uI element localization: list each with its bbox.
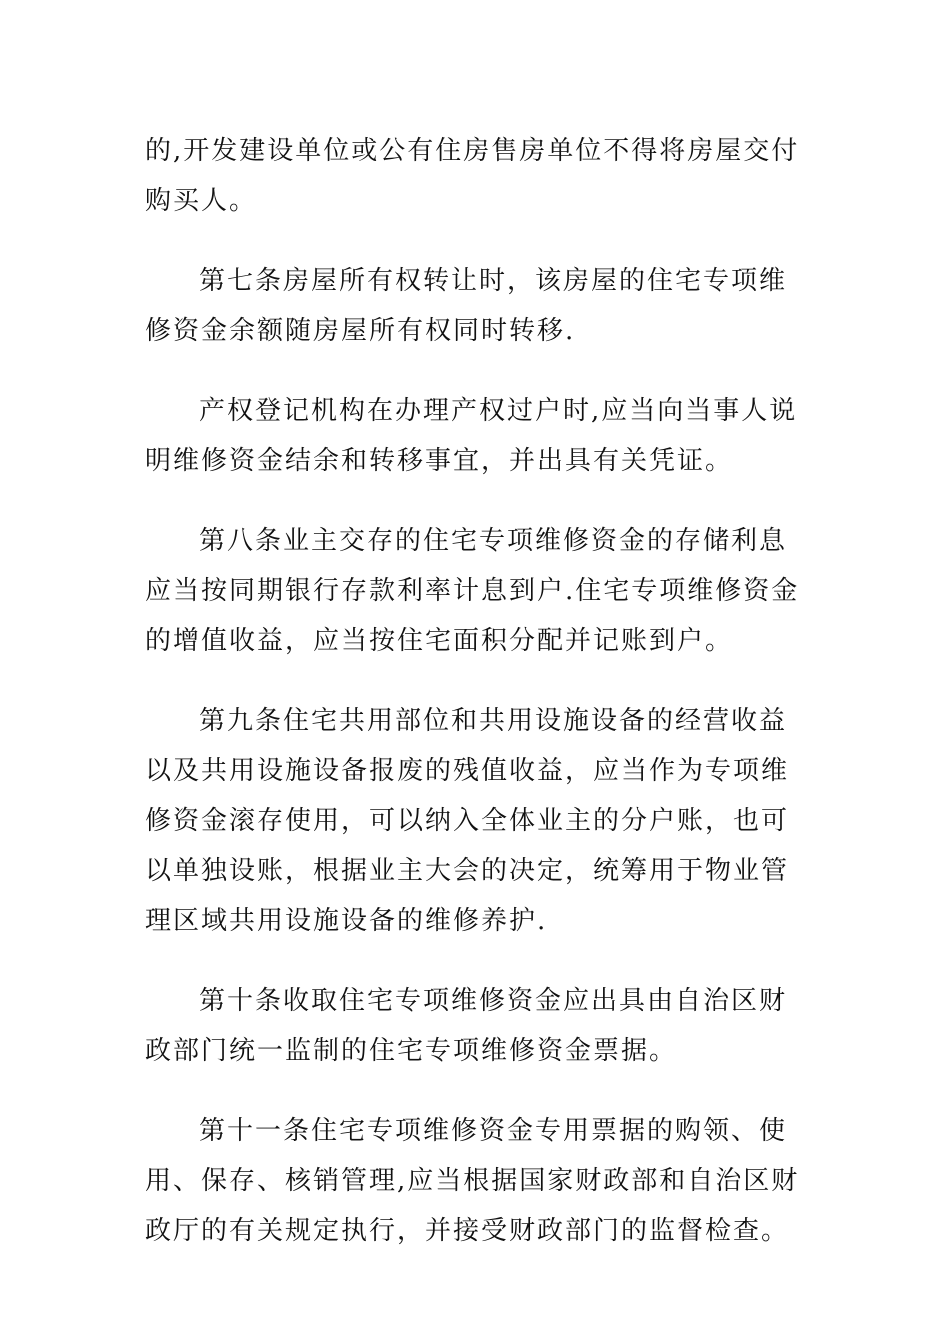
document-body [145,126,805,1286]
paragraph-article-9: 第九条住宅共用部位和共用设施设备的经营收益以及共用设施设备报废的残值收益，应当作为专项维修资金滚存使用，可以纳入全体业主的分户账，也可以单独设账，根据业主大会的决定，统筹用于物业管理区域共用设施设备的维修养护. [145,706,790,936]
paragraph-article-11: 第十一条住宅专项维修资金专用票据的购领、使用、保存、核销管理,应当根据国家财政部和自治区财政厅的有关规定执行，并接受财政部门的监督检查。 [145,1116,800,1246]
paragraph-registration: 产权登记机构在办理产权过户时,应当向当事人说明维修资金结余和转移事宜，并出具有关凭证。 [145,396,798,476]
paragraph-article-7: 第七条房屋所有权转让时，该房屋的住宅专项维修资金余额随房屋所有权同时转移. [145,266,788,346]
paragraph-article-8: 第八条业主交存的住宅专项维修资金的存储利息应当按同期银行存款利率计息到户.住宅专项维修资金的增值收益，应当按住宅面积分配并记账到户。 [145,526,800,656]
paragraph-continuation: 的,开发建设单位或公有住房售房单位不得将房屋交付购买人。 [145,136,800,216]
paragraph-article-10: 第十条收取住宅专项维修资金应出具由自治区财政部门统一监制的住宅专项维修资金票据。 [145,986,788,1066]
